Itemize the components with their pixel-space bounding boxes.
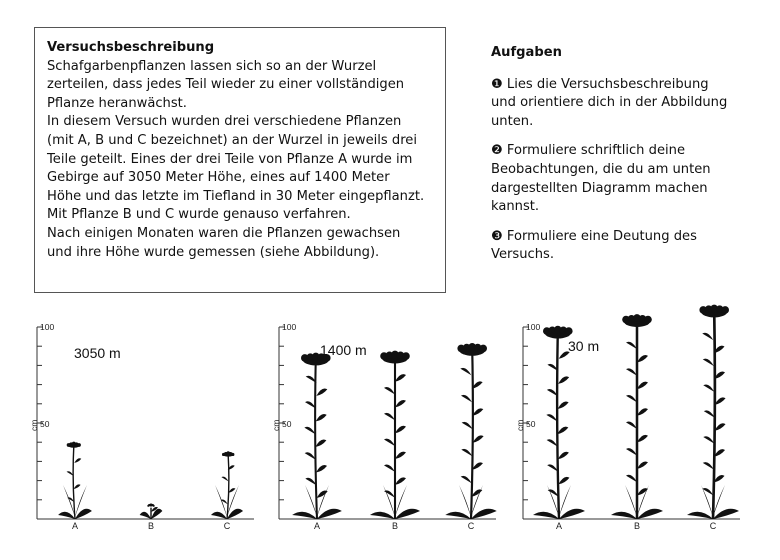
unit-label-cm: cm [271,419,281,431]
plant-silhouette [687,305,739,519]
height-chart-3050m [22,318,262,543]
plant-silhouette [370,351,420,519]
description-line: Höhe und das letzte im Tiefland in 30 Meter eingepflanzt. [47,188,425,204]
task-number-3-icon: ❸ [491,228,503,244]
panel-3050m [22,318,262,543]
description-line: Teile geteilt. Eines der drei Teile von Pflanze A wurde im [47,151,413,167]
task-line: Lies die Versuchsbeschreibung [506,76,709,92]
unit-label-cm: cm [29,419,39,431]
tasks-section [491,44,776,276]
tick-label-100: 100 [282,322,297,332]
plant-label-a: A [555,521,562,531]
tasks-title: Aufgaben [491,45,562,60]
task-line: unten. [491,113,534,129]
tick-label-100: 100 [40,322,55,332]
plant-label-a: A [71,521,78,531]
description-line: Gebirge auf 3050 Meter Höhe, eines auf 1400 Meter [47,170,390,186]
description-line: Mit Pflanze B und C wurde genauso verfahren. [47,207,351,223]
experiment-description-box [34,27,446,293]
task-number-1-icon: ❶ [491,76,503,92]
plant-silhouette [533,326,585,519]
description-line: (mit A, B und C bezeichnet) an der Wurzel in jeweils drei [47,132,417,148]
task-line: Formuliere schriftlich deine [506,143,685,159]
description-line: Pflanze heranwächst. [47,95,187,111]
height-chart-1400m [264,318,504,543]
plant-silhouette [611,314,663,519]
plant-label-c: C [709,521,717,531]
task-item-3 [491,228,776,265]
plant-label-c: C [223,521,231,531]
task-line: kannst. [491,199,540,215]
plant-label-c: C [467,521,475,531]
description-line: und ihre Höhe wurde gemessen (siehe Abbildung). [47,244,380,260]
description-title: Versuchsbeschreibung [47,40,215,55]
task-number-2-icon: ❷ [491,143,503,159]
panel-30m [508,318,748,543]
panel-1400m [264,318,504,543]
altitude-label: 3050 m [74,345,121,361]
plant-silhouette [292,353,342,519]
altitude-label: 1400 m [320,342,367,358]
task-line: Beobachtungen, die du am unten [491,161,711,177]
plant-label-b: B [391,521,398,531]
tick-label-50: 50 [40,419,50,429]
task-item-2 [491,142,776,216]
plant-silhouette [445,343,496,519]
plant-silhouette [211,451,243,519]
task-line: dargestellten Diagramm machen [491,180,708,196]
task-item-1 [491,76,776,132]
altitude-label: 30 m [568,338,600,354]
plant-label-b: B [147,521,154,531]
unit-label-cm: cm [515,419,525,431]
tick-label-100: 100 [526,322,541,332]
tick-label-50: 50 [526,419,536,429]
task-line: Versuchs. [491,247,554,263]
plant-silhouette [140,503,163,519]
description-line: Nach einigen Monaten waren die Pflanzen gewachsen [47,225,401,241]
description-line: In diesem Versuch wurden drei verschiedene Pflanzen [47,114,402,130]
description-line: Schafgarbenpflanzen lassen sich so an der Wurzel [47,58,377,74]
tick-label-50: 50 [282,419,292,429]
plant-silhouette [58,442,92,519]
task-line: und orientiere dich in der Abbildung [491,95,728,111]
description-line: zerteilen, dass jedes Teil wieder zu einer vollständigen [47,77,405,93]
plant-label-b: B [633,521,640,531]
task-line: Formuliere eine Deutung des [506,228,697,244]
plant-label-a: A [313,521,320,531]
height-chart-30m [508,318,748,543]
